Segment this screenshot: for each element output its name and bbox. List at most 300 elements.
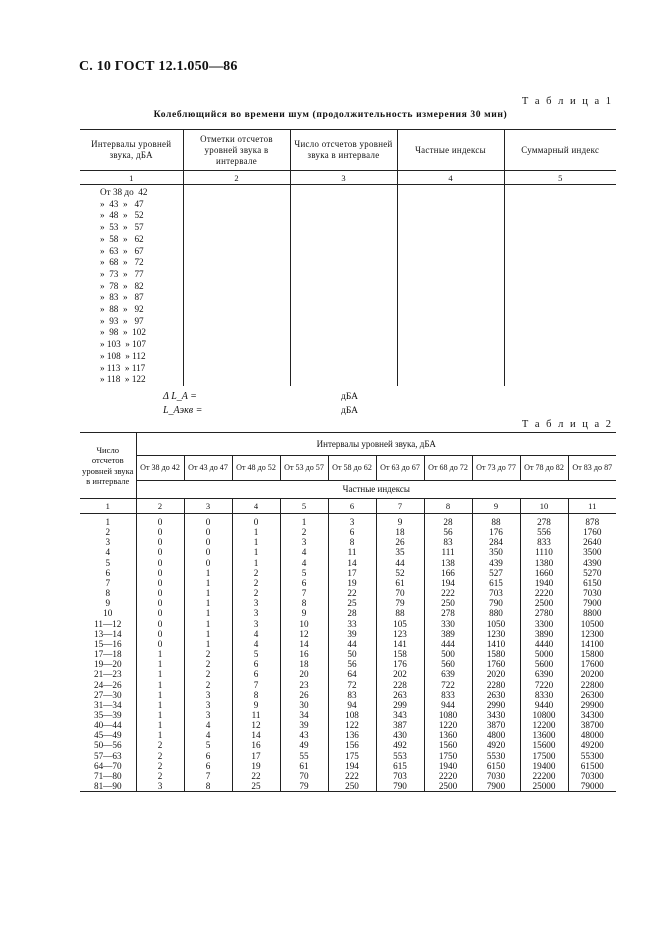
table2-cell: 22800 [580,679,604,690]
table2-cell: 1 [205,588,211,599]
table2-colnum: 7 [376,499,424,514]
table2-cell: 10 [103,608,113,619]
table2-cell: 14 [251,730,261,741]
table2-cell: 1 [205,567,211,578]
table2-cell: 56 [347,659,357,670]
table2-cell: 1230 [486,628,506,639]
table2-cell: 14 [299,638,309,649]
table1-interval-row: От 38 до 42 [100,187,148,197]
table2-interval-col: От 73 до 77 [472,456,520,481]
table2-cell: 3 [205,699,211,710]
table2-cell: 299 [393,699,407,710]
table2-cell: 4920 [486,740,506,751]
table2-cell: 1 [253,547,259,558]
table2-cell: 123 [393,628,407,639]
table2-cell: 25000 [532,781,556,792]
table2-cell: 35 [395,547,405,558]
table2-cell: 15—16 [93,638,122,649]
table2-cell: 1 [157,699,163,710]
table2-cell: 2500 [534,598,554,609]
table2-cell: 0 [205,527,211,538]
table2-cell: 1080 [438,709,458,720]
table2-cell: 2990 [486,699,506,710]
table1-total-cell [504,185,616,386]
table2-cell: 6150 [486,760,506,771]
table2-cell: 64 [347,669,357,680]
table2-group-header: Интервалы уровней звука, дБА [136,433,616,456]
table2-cell: 1 [157,669,163,680]
table2-subheader: Частные индексы [136,481,616,499]
table2-cell: 7 [105,577,111,588]
table2-cell: 11 [251,709,261,720]
table2-cell: 615 [489,577,503,588]
table2-cell: 2 [301,527,307,538]
table2-cell: 330 [441,618,455,629]
table2-cell: 4 [253,628,259,639]
table2-cell: 3870 [486,720,506,731]
table2-column-values [328,514,376,792]
table2-cell: 4 [253,638,259,649]
table2-row-header: Число отсчетов уровней звука в интервале [80,433,136,499]
table1-partial-cell [397,185,504,386]
table2-cell: 176 [393,659,407,670]
table2-cell: 2 [157,740,163,751]
table2-cell: 19—20 [93,659,122,670]
table2-cell: 5270 [583,567,602,578]
table2-cell: 4 [301,557,307,568]
table2 [80,432,616,792]
table2-cell: 439 [489,557,503,568]
table2-column-values [280,514,328,792]
table2-cell: 20200 [580,669,604,680]
table2-cell: 2 [105,527,111,538]
table2-cell: 3890 [534,628,554,639]
table2-cell: 158 [393,649,407,660]
table2-column-values [80,514,136,792]
table2-cell: 3500 [583,547,602,558]
table2-cell: 29900 [580,699,604,710]
table2-cell: 61500 [580,760,604,771]
table1-colnum: 5 [504,171,616,185]
table2-cell: 0 [157,567,163,578]
table2-cell: 34300 [580,709,604,720]
table2-cell: 703 [393,770,407,781]
table2-cell: 70300 [580,770,604,781]
table2-cell: 1 [157,649,163,660]
table2-cell: 553 [393,750,407,761]
table1-colnum: 1 [80,171,183,185]
table2-number: Т а б л и ц а 2 [521,419,613,430]
table2-interval-col: От 68 до 72 [424,456,472,481]
table2-cell: 1 [253,537,259,548]
table2-cell: 0 [157,588,163,599]
table2-interval-col: От 63 до 67 [376,456,424,481]
table2-cell: 12 [299,628,309,639]
table2-cell: 228 [393,679,407,690]
table2-cell: 1 [157,659,163,670]
table2-cell: 3 [205,709,211,720]
table2-cell: 3430 [486,709,506,720]
table2-cell: 444 [441,638,455,649]
table2-cell: 0 [157,618,163,629]
table2-cell: 430 [393,730,407,741]
table1-interval-row: » 88 » 92 [100,304,144,315]
table2-cell: 0 [205,517,211,527]
table2-colnum: 3 [184,499,232,514]
table2-cell: 13—14 [93,628,122,639]
table2-interval-col: От 38 до 42 [136,456,184,481]
table2-cell: 4 [105,547,111,558]
table2-cell: 17—18 [93,649,122,660]
table2-cell: 30 [299,699,309,710]
table2-cell: 44 [347,638,357,649]
table2-cell: 790 [393,781,407,792]
table2-cell: 2 [205,679,211,690]
table2-cell: 48000 [580,730,604,741]
table2-cell: 1760 [486,659,506,670]
formula-laeq [163,404,359,418]
table2-cell: 2500 [438,781,458,792]
table2-cell: 22 [251,770,261,781]
table2-colnum: 8 [424,499,472,514]
table2-cell: 1 [157,709,163,720]
table2-cell: 15800 [580,649,604,660]
table2-cell: 278 [537,517,551,527]
table2-cell: 1 [301,517,307,527]
table2-cell: 5 [205,740,211,751]
table2-cell: 40—44 [93,720,122,731]
table2-colnum: 11 [568,499,616,514]
table1-interval-row: » 98 » 102 [100,327,146,338]
table2-cell: 56 [443,527,453,538]
table2-cell: 13600 [532,730,556,741]
table2-cell: 0 [157,557,163,568]
table2-cell: 0 [157,638,163,649]
table2-cell: 94 [347,699,357,710]
table2-cell: 22 [347,588,357,599]
table2-cell: 55 [299,750,309,761]
table2-cell: 55300 [580,750,604,761]
table2-cell: 0 [157,547,163,558]
table2-cell: 5600 [534,659,554,670]
table2-cell: 1410 [486,638,506,649]
table2-cell: 9 [397,517,403,527]
table2-colnum: 10 [520,499,568,514]
table2-cell: 0 [205,557,211,568]
table2-cell: 202 [393,669,407,680]
table2-cell: 833 [537,537,551,548]
table2-cell: 250 [441,598,455,609]
table2-cell: 3 [105,537,111,548]
table2-cell: 9440 [534,699,554,710]
table2-cell: 3 [253,608,259,619]
table2-cell: 50 [347,649,357,660]
table2-cell: 2 [253,567,259,578]
table2-column-values [472,514,520,792]
table2-cell: 19400 [532,760,556,771]
table2-cell: 194 [441,577,455,588]
table2-cell: 0 [157,628,163,639]
table1 [80,129,616,386]
table2-column-values [568,514,616,792]
table2-cell: 21—23 [93,669,122,680]
table2-cell: 0 [205,537,211,548]
table2-column-values [184,514,232,792]
table2-cell: 7030 [583,588,602,599]
table2-cell: 14 [347,557,357,568]
table2-cell: 1940 [438,760,458,771]
table2-cell: 6 [253,659,259,670]
table2-cell: 79000 [580,781,604,792]
table2-cell: 8800 [583,608,602,619]
table2-cell: 703 [489,588,503,599]
table2-cell: 1 [205,608,211,619]
table2-cell: 12 [251,720,261,731]
table2-cell: 44 [395,557,405,568]
table2-cell: 222 [441,588,455,599]
table2-cell: 222 [345,770,359,781]
table2-cell: 2640 [583,537,602,548]
table2-cell: 8 [205,781,211,792]
table2-cell: 108 [345,709,359,720]
table2-cell: 2220 [534,588,554,599]
table2-cell: 6 [205,750,211,761]
table2-cell: 5 [105,557,111,568]
table2-cell: 43 [299,730,309,741]
table2-cell: 5 [253,649,259,660]
table1-interval-row: » 73 » 77 [100,268,144,279]
table2-column-values [136,514,184,792]
table2-column-values [376,514,424,792]
table2-cell: 8 [253,689,259,700]
table2-colnum: 2 [136,499,184,514]
table2-cell: 2 [205,669,211,680]
table2-cell: 38700 [580,720,604,731]
table2-cell: 3 [205,689,211,700]
table1-header-partial: Частные индексы [397,130,504,171]
table2-cell: 64—70 [93,760,122,771]
table2-cell: 3 [301,537,307,548]
table2-cell: 1110 [535,547,553,558]
table2-cell: 5530 [486,750,506,761]
table2-cell: 27—30 [93,689,122,700]
table2-colnum: 5 [280,499,328,514]
formula-line1: Δ L_A = [163,391,197,402]
table2-cell: 18 [299,659,309,670]
table2-cell: 166 [441,567,455,578]
table2-cell: 28 [347,608,357,619]
table2-cell: 2 [253,588,259,599]
table2-colnum: 4 [232,499,280,514]
table2-cell: 0 [157,608,163,619]
table2-cell: 57—63 [93,750,122,761]
table2-cell: 26300 [580,689,604,700]
table2-cell: 1750 [438,750,458,761]
table1-colnum: 3 [290,171,397,185]
table2-cell: 2 [157,750,163,761]
table2-cell: 2020 [486,669,506,680]
table2-cell: 49 [299,740,309,751]
table2-cell: 4800 [486,730,506,741]
table2-cell: 0 [157,577,163,588]
table2-cell: 7900 [486,781,506,792]
table2-cell: 4 [205,730,211,741]
table2-cell: 10500 [580,618,604,629]
table1-colnum: 2 [183,171,290,185]
table2-cell: 34 [299,709,309,720]
formula-block [163,390,359,418]
table2-cell: 556 [537,527,551,538]
table2-cell: 4390 [583,557,602,568]
table2-cell: 1 [205,628,211,639]
table2-cell: 50—56 [93,740,122,751]
table1-header-marks: Отметки отсчетов уровней звука в интервале [183,130,290,171]
table2-cell: 278 [441,608,455,619]
table1-interval-row: » 78 » 82 [100,280,144,291]
table2-cell: 0 [157,537,163,548]
table2-cell: 1050 [486,618,506,629]
table2-cell: 175 [345,750,359,761]
table2-cell: 5 [301,567,307,578]
table2-cell: 833 [441,689,455,700]
table2-cell: 1 [205,577,211,588]
table1-number: Т а б л и ц а 1 [521,96,613,107]
table2-cell: 83 [443,537,453,548]
table2-cell: 79 [299,781,309,792]
table2-cell: 878 [585,517,600,527]
table2-cell: 2 [253,577,259,588]
table2-cell: 1 [157,720,163,731]
table2-cell: 122 [345,720,359,731]
table2-cell: 6 [301,577,307,588]
table2-cell: 105 [393,618,407,629]
table1-intervals-cell [80,185,183,386]
table2-interval-col: От 43 до 47 [184,456,232,481]
table2-cell: 1 [157,689,163,700]
table2-cell: 1380 [534,557,554,568]
table1-interval-row: » 83 » 87 [100,292,144,303]
table2-cell: 6150 [583,577,602,588]
table2-cell: 49200 [580,740,604,751]
table2-cell: 6 [205,760,211,771]
table2-cell: 387 [393,720,407,731]
table2-cell: 722 [441,679,455,690]
table2-cell: 25 [251,781,261,792]
table2-cell: 10 [299,618,309,629]
table2-cell: 0 [157,517,163,527]
table2-cell: 88 [395,608,405,619]
table2-cell: 1 [157,730,163,741]
table2-cell: 52 [395,567,405,578]
table1-caption: Колеблющийся во времени шум (продолжительность измерения 30 мин) [153,109,508,120]
table1-interval-row: » 63 » 67 [100,245,144,256]
table2-cell: 9 [253,699,259,710]
table2-cell: 72 [347,679,357,690]
table2-cell: 5000 [534,649,554,660]
table2-cell: 88 [491,517,501,527]
table2-cell: 3 [349,517,355,527]
table2-cell: 6390 [534,669,554,680]
table1-interval-row: » 103 » 107 [100,339,146,350]
table2-cell: 83 [347,689,357,700]
table2-cell: 3 [253,618,259,629]
table2-cell: 2280 [486,679,506,690]
table1-interval-row: » 58 » 62 [100,233,144,244]
table2-cell: 17500 [532,750,556,761]
table2-cell: 1 [157,679,163,690]
table2-cell: 4 [205,720,211,731]
table2-cell: 22200 [532,770,556,781]
table2-interval-col: От 58 до 62 [328,456,376,481]
table2-cell: 944 [441,699,455,710]
table2-cell: 7 [301,588,307,599]
table2-cell: 81—90 [93,781,122,792]
table2-cell: 1940 [534,577,554,588]
table2-cell: 6 [349,527,355,538]
table1-interval-row: » 68 » 72 [100,257,144,268]
table2-cell: 6 [105,567,111,578]
table2-cell: 141 [393,638,407,649]
table1-interval-row: » 113 » 117 [100,362,146,373]
table2-cell: 500 [441,649,455,660]
table2-cell: 7030 [486,770,506,781]
table1-interval-row: » 108 » 112 [100,350,146,361]
table2-cell: 639 [441,669,455,680]
table2-colnum: 1 [80,499,136,514]
page-header: С. 10 ГОСТ 12.1.050—86 [79,59,238,74]
formula-delta-la [163,390,359,404]
table1-interval-row: » 93 » 97 [100,315,144,326]
table2-cell: 70 [395,588,405,599]
table2-cell: 14100 [580,638,604,649]
table2-cell: 4440 [534,638,554,649]
table2-cell: 194 [345,760,359,771]
table1-marks-cell [183,185,290,386]
table2-cell: 8 [105,588,111,599]
table2-column-values [424,514,472,792]
table2-colnum: 6 [328,499,376,514]
table2-cell: 2 [205,649,211,660]
table2-cell: 343 [393,709,407,720]
table2-cell: 111 [441,547,455,558]
table2-cell: 263 [393,689,407,700]
table2-cell: 39 [299,720,309,731]
table2-cell: 7 [205,770,211,781]
table2-cell: 12200 [532,720,556,731]
table2-cell: 19 [251,760,261,771]
table2-cell: 176 [489,527,503,538]
table2-cell: 3 [253,598,259,609]
table2-cell: 0 [205,547,211,558]
table2-cell: 8330 [534,689,554,700]
table2-cell: 1220 [438,720,458,731]
table2-cell: 39 [347,628,357,639]
table2-cell: 61 [395,577,405,588]
table2-cell: 15600 [532,740,556,751]
table2-cell: 560 [441,659,455,670]
table2-cell: 31—34 [93,699,122,710]
table2-interval-col: От 48 до 52 [232,456,280,481]
table1-interval-row: » 43 » 47 [100,198,144,209]
table2-cell: 389 [441,628,455,639]
table2-cell: 2 [205,659,211,670]
table2-cell: 1 [205,638,211,649]
table2-cell: 12300 [580,628,604,639]
table2-cell: 9 [105,598,111,609]
table2-cell: 3300 [534,618,554,629]
table2-interval-col: От 78 до 82 [520,456,568,481]
table2-cell: 2220 [438,770,458,781]
